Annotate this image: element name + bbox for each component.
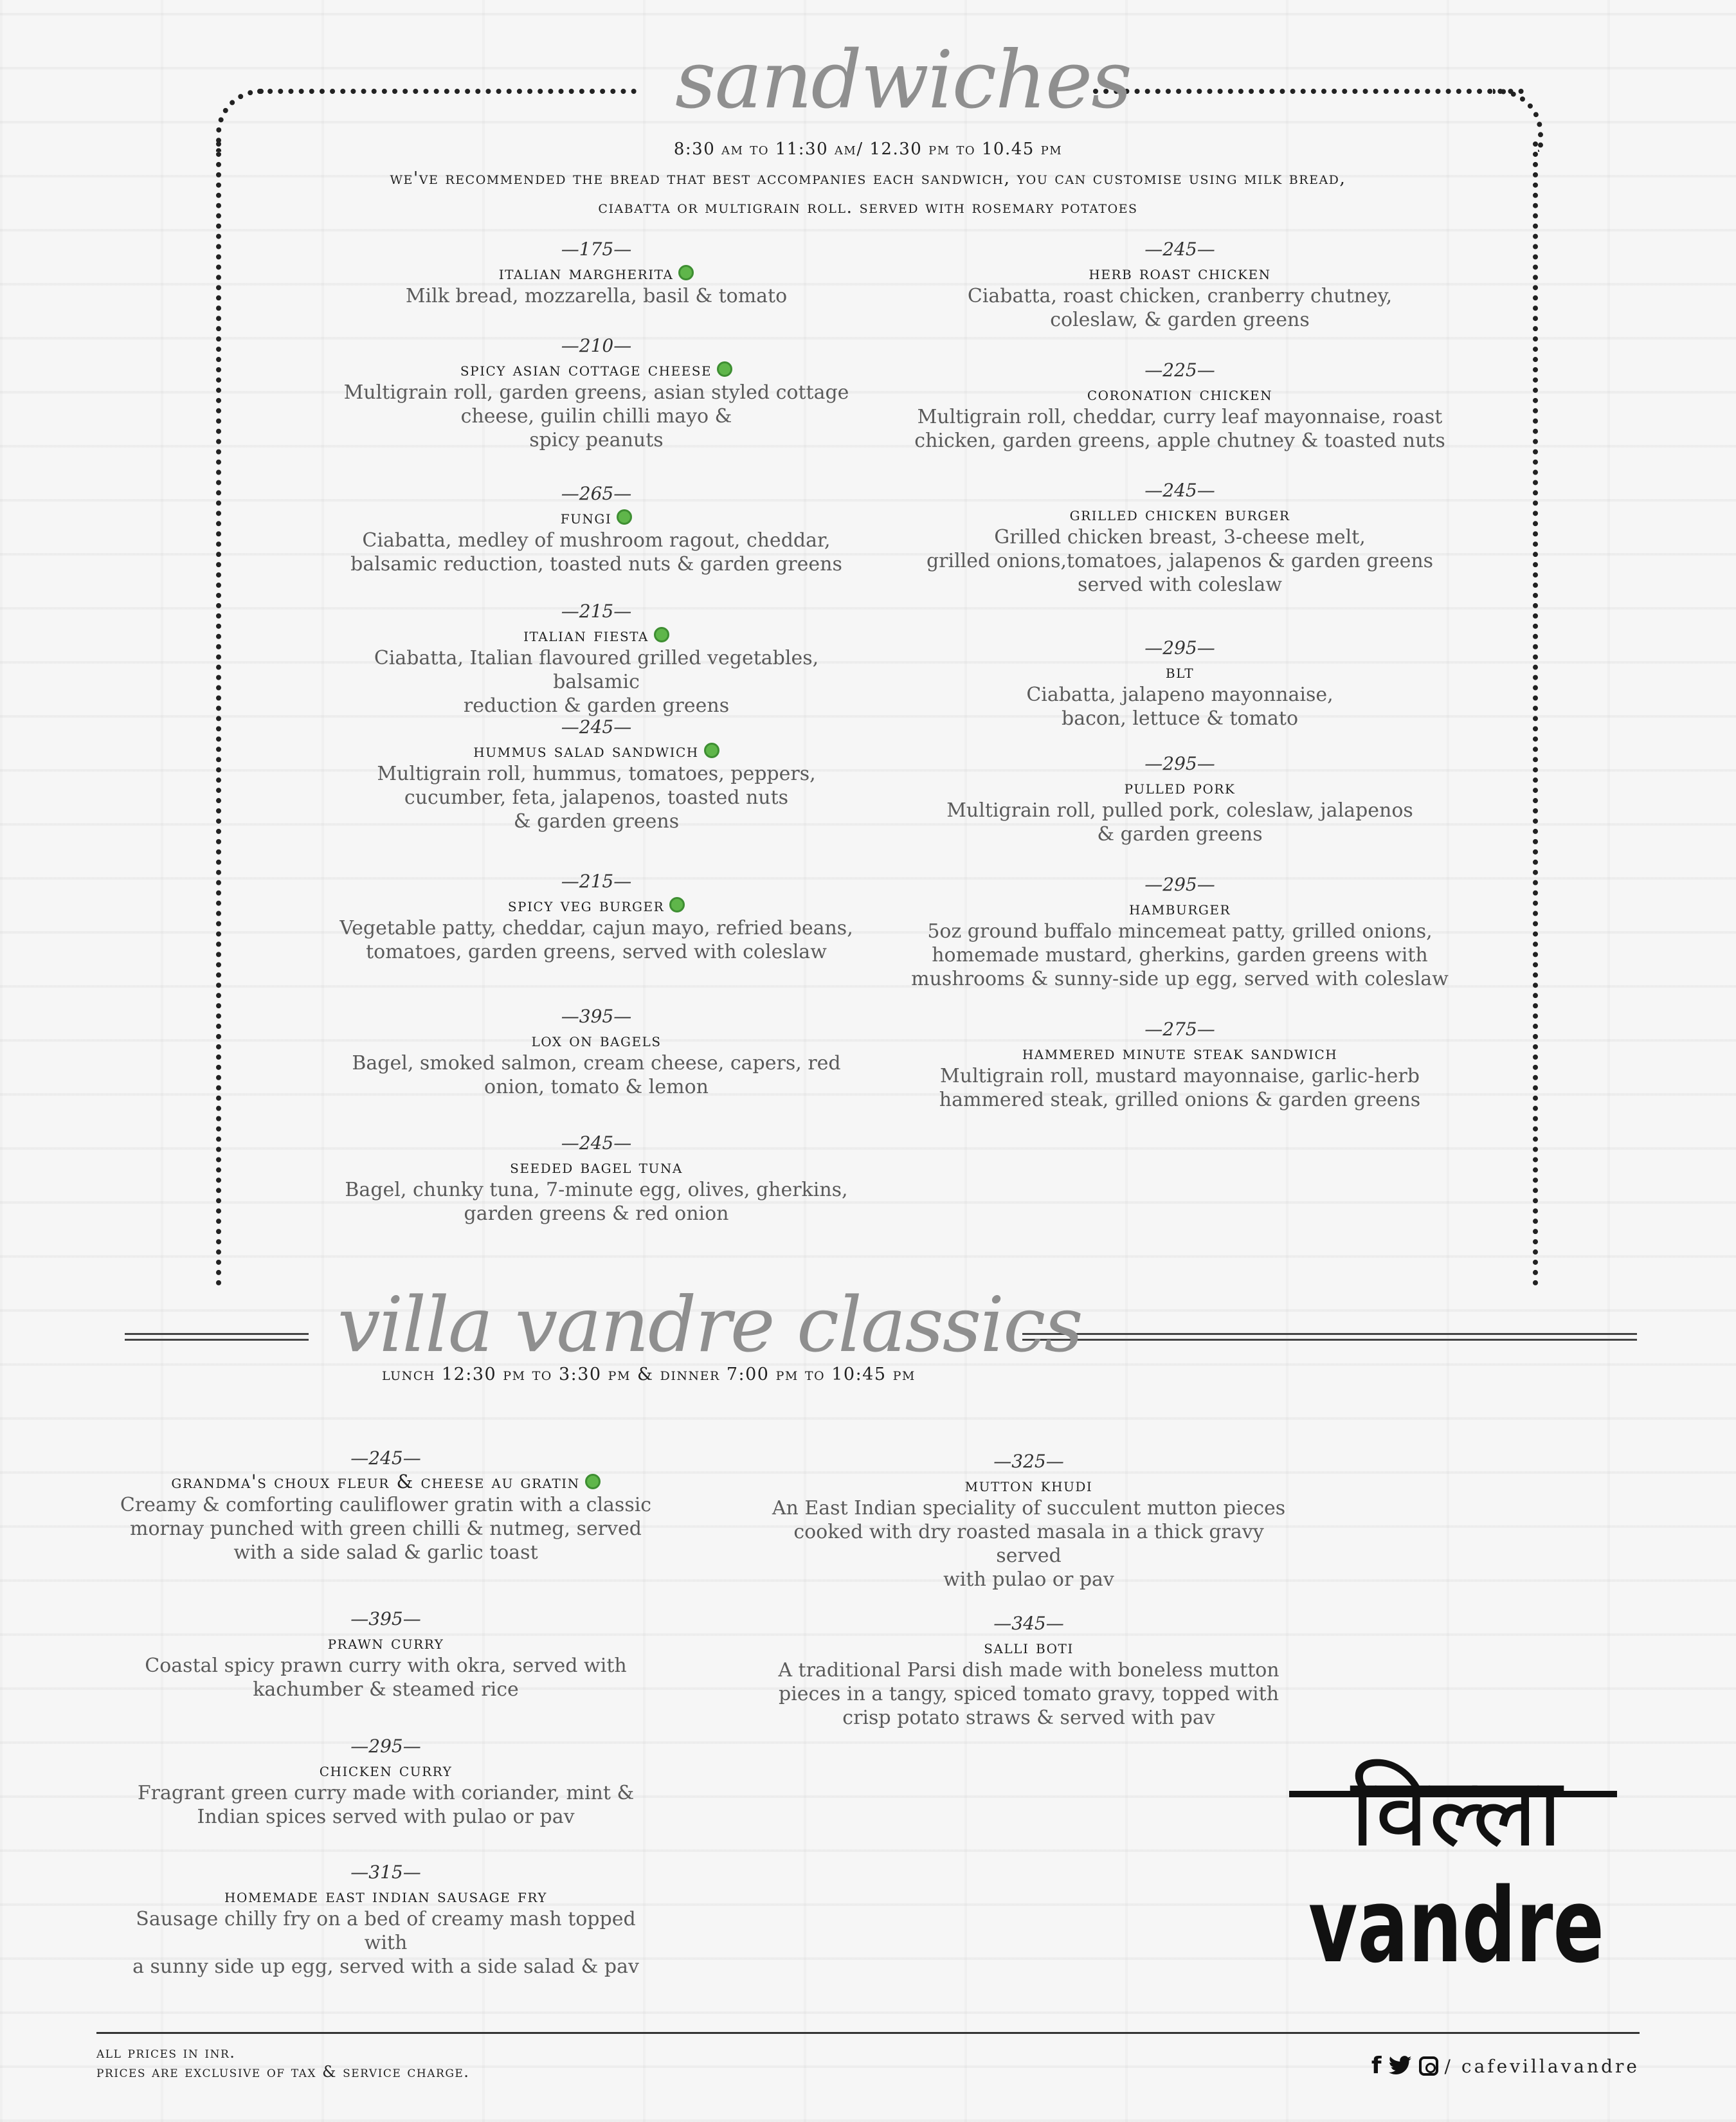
sandwiches-right-column (900, 238, 1460, 1112)
logo-latin-text: vandre (1308, 1865, 1604, 1986)
item-description: Ciabatta, jalapeno mayonnaise, bacon, lettuce & tomato (1026, 684, 1334, 730)
classics-rule-left (125, 1333, 309, 1341)
item-name: italian fiesta (523, 624, 649, 646)
classics-left-column (116, 1447, 656, 1979)
item-description: Ciabatta, Italian flavoured grilled vegetables, balsamic reduction & garden greens (374, 647, 819, 717)
item-description: Vegetable patty, cheddar, cajun mayo, refried beans, tomatoes, garden greens, served with coleslaw (339, 917, 853, 963)
logo-hindi-text: विल्ला (1350, 1757, 1563, 1869)
item-name: hamburger (1128, 897, 1231, 919)
item-price: —225— (1144, 359, 1215, 381)
footer-rule (96, 2032, 1640, 2034)
menu-item-herb-roast-chicken (900, 238, 1460, 359)
menu-item-mutton-khudi (759, 1450, 1299, 1612)
frame-dotted-right (1533, 141, 1538, 1286)
item-description: Bagel, smoked salmon, cream cheese, capers, red onion, tomato & lemon (352, 1052, 841, 1098)
classics-rule-right (1022, 1333, 1637, 1341)
item-price: —295— (1144, 874, 1215, 895)
villa-vandre-logo (1283, 1749, 1630, 1993)
sandwiches-title: sandwiches (675, 34, 1131, 127)
green-veg-dot-icon (585, 1474, 601, 1489)
menu-item-hammered-minute-steak-sandwich (900, 1018, 1460, 1112)
item-price: —395— (350, 1608, 421, 1629)
item-price: —295— (1144, 753, 1215, 774)
green-veg-dot-icon (704, 743, 719, 758)
item-description: Ciabatta, roast chicken, cranberry chutney, coleslaw, & garden greens (967, 285, 1393, 331)
item-name: italian margherita (498, 262, 674, 284)
item-price: —210— (561, 335, 632, 356)
item-description: Milk bread, mozzarella, basil & tomato (405, 285, 788, 307)
menu-item-prawn-curry (116, 1608, 656, 1735)
item-name: spicy veg burger (507, 894, 665, 916)
item-price: —345— (993, 1613, 1064, 1634)
item-price: —215— (561, 601, 632, 622)
item-price: —245— (561, 1132, 632, 1154)
item-description: Multigrain roll, mustard mayonnaise, garlic-herb hammered steak, grilled onions & garden greens (939, 1065, 1421, 1111)
frame-dotted-left (216, 141, 221, 1286)
classics-hours: lunch 12:30 pm to 3:30 pm & dinner 7:00 pm to 10:45 pm (382, 1365, 916, 1384)
item-description: An East Indian speciality of succulent mutton pieces cooked with dry roasted masala in a thick gravy served with pulao or pav (772, 1497, 1286, 1591)
item-price: —245— (561, 716, 632, 738)
item-name: mutton khudi (964, 1474, 1093, 1496)
menu-item-italian-margherita (334, 238, 858, 334)
item-description: Bagel, chunky tuna, 7-minute egg, olives, gherkins, garden greens & red onion (345, 1179, 848, 1225)
menu-item-east-indian-sausage-fry (116, 1861, 656, 1979)
frame-dotted-top-right (1093, 89, 1524, 94)
item-name: hammered minute steak sandwich (1022, 1042, 1338, 1064)
item-name: pulled pork (1124, 776, 1236, 798)
frame-dotted-top-left (257, 89, 637, 94)
item-price: —295— (350, 1736, 421, 1757)
green-veg-dot-icon (717, 361, 732, 377)
classics-title: villa vandre classics (338, 1280, 1082, 1369)
item-description: A traditional Parsi dish made with boneless mutton pieces in a tangy, spiced tomato gravy, topped with crisp potato straws & served with pav (778, 1659, 1279, 1729)
item-price: —175— (561, 239, 632, 260)
menu-item-seeded-bagel-tuna (334, 1132, 858, 1226)
item-price: —275— (1144, 1019, 1215, 1040)
item-name: coronation chicken (1087, 383, 1273, 404)
social-links (1371, 2053, 1640, 2079)
item-price: —325— (993, 1451, 1064, 1472)
footer-prices-note: all prices in inr. (96, 2044, 236, 2062)
item-name: fungi (560, 506, 612, 528)
item-price: —295— (1144, 637, 1215, 658)
menu-item-salli-boti (759, 1612, 1299, 1730)
footer-tax-note: prices are exclusive of tax & service charge. (96, 2063, 470, 2081)
menu-item-spicy-asian-cottage-cheese (334, 334, 858, 482)
classics-right-column (759, 1450, 1299, 1730)
menu-item-hummus-salad-sandwich (334, 716, 858, 870)
item-description: Ciabatta, medley of mushroom ragout, cheddar, balsamic reduction, toasted nuts & garden greens (350, 529, 842, 576)
item-price: —245— (350, 1447, 421, 1469)
menu-item-grilled-chicken-burger (900, 479, 1460, 637)
item-name: prawn curry (327, 1631, 444, 1653)
item-description: 5oz ground buffalo mincemeat patty, grilled onions, homemade mustard, gherkins, garden greens with mushrooms & sunny-side up egg, served with coleslaw (911, 920, 1449, 990)
menu-item-italian-fiesta (334, 600, 858, 716)
item-price: —245— (1144, 239, 1215, 260)
item-name: spicy asian cottage cheese (460, 358, 712, 380)
item-description: Fragrant green curry made with coriander, mint & Indian spices served with pulao or pav (137, 1782, 635, 1828)
sandwiches-note-line-1: we've recommended the bread that best accompanies each sandwich, you can customise using milk bread, (390, 168, 1346, 188)
item-description: Multigrain roll, garden greens, asian styled cottage cheese, guilin chilli mayo & spicy peanuts (343, 381, 849, 451)
item-name: lox on bagels (531, 1029, 662, 1051)
menu-item-spicy-veg-burger (334, 870, 858, 1005)
item-description: Multigrain roll, pulled pork, coleslaw, jalapenos & garden greens (946, 799, 1413, 846)
twitter-icon[interactable] (1388, 2056, 1413, 2076)
green-veg-dot-icon (669, 897, 685, 912)
green-veg-dot-icon (654, 627, 669, 642)
menu-item-chicken-curry (116, 1735, 656, 1861)
item-name: hummus salad sandwich (473, 739, 699, 761)
item-price: —315— (350, 1862, 421, 1883)
social-handle[interactable]: / cafevillavandre (1444, 2055, 1640, 2077)
sandwiches-hours: 8:30 am to 11:30 am/ 12.30 pm to 10.45 pm (673, 140, 1063, 159)
item-name: grilled chicken burger (1069, 503, 1290, 525)
sandwiches-note-line-2: ciabatta or multigrain roll. served with rosemary potatoes (598, 197, 1138, 217)
item-description: Multigrain roll, cheddar, curry leaf mayonnaise, roast chicken, garden greens, apple chutney & toasted nuts (914, 406, 1445, 452)
item-name: grandma's choux fleur & cheese au gratin (171, 1471, 580, 1492)
facebook-icon[interactable]: f (1371, 2053, 1382, 2079)
item-name: homemade east indian sausage fry (224, 1885, 547, 1907)
menu-item-coronation-chicken (900, 359, 1460, 479)
item-price: —245— (1144, 480, 1215, 501)
item-description: Creamy & comforting cauliflower gratin with a classic mornay punched with green chilli & nutmeg, served with a side salad & garlic toast (120, 1494, 652, 1564)
item-description: Coastal spicy prawn curry with okra, served with kachumber & steamed rice (145, 1655, 627, 1701)
green-veg-dot-icon (617, 509, 632, 525)
item-price: —265— (561, 483, 632, 504)
item-name: herb roast chicken (1089, 262, 1271, 284)
item-name: salli boti (984, 1636, 1074, 1658)
item-name: seeded bagel tuna (510, 1156, 683, 1177)
menu-item-pulled-pork (900, 752, 1460, 873)
menu-item-choux-fleur-gratin (116, 1447, 656, 1608)
item-description: Grilled chicken breast, 3-cheese melt, grilled onions,tomatoes, jalapenos & garden greens served with coleslaw (926, 526, 1434, 596)
item-price: —215— (561, 871, 632, 892)
menu-item-fungi (334, 482, 858, 600)
item-name: chicken curry (319, 1759, 453, 1781)
item-description: Sausage chilly fry on a bed of creamy mash topped with a sunny side up egg, served with a side salad & pav (132, 1908, 639, 1978)
menu-item-blt (900, 637, 1460, 752)
sandwiches-left-column (334, 238, 858, 1226)
menu-item-lox-on-bagels (334, 1005, 858, 1132)
item-description: Multigrain roll, hummus, tomatoes, peppers, cucumber, feta, jalapenos, toasted nuts & garden greens (377, 763, 816, 833)
green-veg-dot-icon (678, 265, 694, 280)
menu-item-hamburger (900, 873, 1460, 1018)
instagram-icon[interactable] (1419, 2056, 1438, 2076)
item-price: —395— (561, 1006, 632, 1027)
item-name: blt (1165, 660, 1195, 682)
